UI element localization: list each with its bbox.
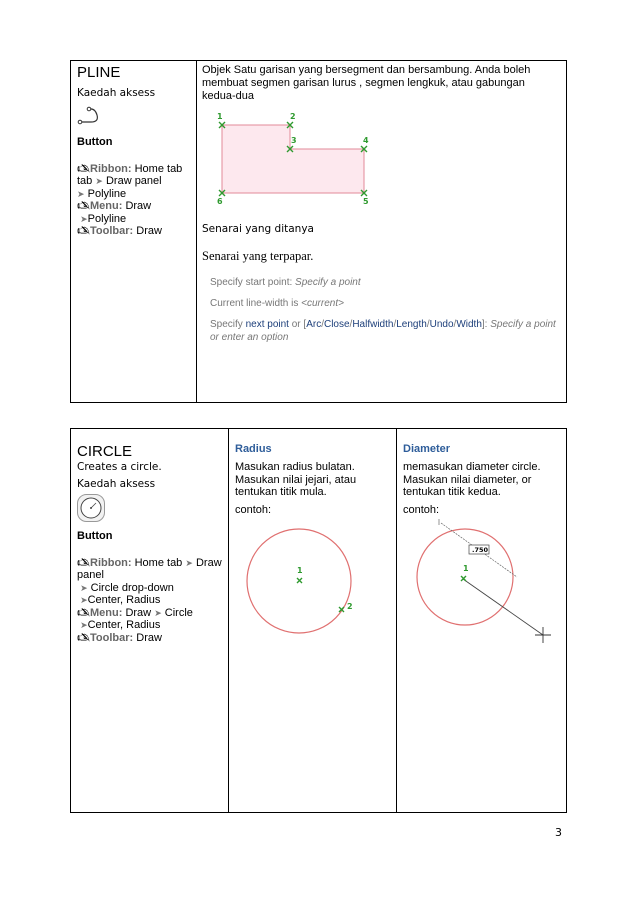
pline-description: Objek Satu garisan yang bersegment dan bersambung. Anda boleh membuat segmen garisan lurus , segmen lengkuk, atau gabungan kedua-dua	[202, 64, 531, 102]
radius-circle-figure	[235, 519, 375, 644]
pline-access-label: Kaedah aksess	[77, 87, 156, 99]
arrow-icon: ➤	[185, 557, 193, 568]
pline-toolbar-line	[77, 225, 196, 238]
ribbon-icon: 🖎	[77, 556, 91, 569]
circle-table	[70, 428, 567, 813]
cmd-line-1	[202, 276, 560, 289]
diameter-center-marker	[461, 576, 466, 581]
cmd3-mid: or [	[291, 319, 307, 330]
arrow-icon: ➤	[80, 595, 88, 605]
cmd1-italic: Specify a point	[295, 277, 361, 288]
diameter-text: memasukan diameter circle. Masukan nilai diameter, or tentukan titik kedua.	[403, 461, 541, 498]
toolbar-icon: 🖎	[77, 225, 91, 237]
diameter-cell	[397, 429, 566, 812]
pline-command-icon[interactable]	[77, 104, 103, 126]
arrow-icon: ➤	[154, 607, 162, 618]
point-label-2: 2	[290, 112, 296, 121]
ribbon-label: Ribbon:	[90, 162, 132, 175]
cmd1-plain: Specify start point:	[210, 277, 293, 288]
opt-undo: Undo	[429, 319, 454, 330]
radius-text: Masukan radius bulatan. Masukan nilai jejari, atau tentukan titik mula.	[235, 461, 357, 498]
circle-access-label: Kaedah aksess	[77, 478, 156, 490]
pline-button-label: Button	[77, 136, 113, 148]
cmd3-italic: Specify a point or enter an option	[210, 319, 556, 343]
pline-title: PLINE	[77, 64, 121, 81]
cmd2-italic: <current>	[301, 298, 344, 309]
menu-path-0: Polyline	[87, 212, 127, 225]
arrow-icon: ➤	[80, 620, 88, 630]
ribbon-path-2: Center, Radius	[87, 594, 161, 606]
toolbar-text: Draw	[136, 631, 162, 644]
point-label-6: 6	[217, 197, 223, 205]
ribbon-text: Home tab	[134, 162, 183, 175]
ribbon-label: Ribbon:	[90, 556, 132, 569]
opt-close: Close	[323, 319, 350, 330]
ribbon-path-0: Draw panel	[77, 556, 222, 581]
menu-path-0: Circle	[164, 606, 193, 619]
ribbon-icon: 🖎	[77, 162, 91, 175]
ribbon-path-0: Draw panel	[105, 175, 162, 187]
cmd3-post: ]:	[481, 319, 488, 330]
circle-title: CIRCLE	[77, 443, 133, 460]
diameter-example-label: contoh:	[403, 503, 440, 516]
menu-text: Draw	[125, 606, 152, 619]
diameter-heading: Diameter	[403, 443, 451, 455]
menu-icon: 🖎	[77, 606, 91, 619]
point-label-3: 3	[291, 136, 297, 145]
point-label-4: 4	[363, 136, 369, 145]
radius-example-label: contoh:	[235, 503, 272, 516]
pline-right-cell	[197, 61, 566, 402]
circle-left-cell	[71, 429, 228, 812]
cmd-line-3: Specify next point or [Arc/Close/Halfwidth/Length/Undo/Width]: Specify a point or enter an option	[210, 319, 556, 343]
page-number: 3	[555, 826, 562, 839]
point-label-1: 1	[217, 112, 223, 121]
opt-arc: Arc	[306, 319, 322, 330]
radius-cell	[229, 429, 396, 812]
menu-text: Draw	[125, 200, 152, 212]
point-label-5: 5	[363, 197, 369, 205]
opt-width: Width	[456, 319, 482, 330]
opt-length: Length	[396, 319, 427, 330]
menu-label: Menu:	[90, 606, 123, 619]
circle-command-icon[interactable]	[77, 494, 105, 522]
menu-icon: 🖎	[77, 200, 91, 212]
opt-halfwidth: Halfwidth	[352, 319, 394, 330]
diameter-label-1: 1	[463, 564, 469, 573]
diameter-value-label: .750	[472, 546, 489, 554]
menu-path-1: Center, Radius	[87, 619, 161, 631]
ribbon-path-1: Circle drop-down	[90, 581, 174, 594]
arrow-icon: ➤	[80, 582, 88, 593]
pline-left-cell	[71, 61, 196, 402]
pline-list-shown: Senarai yang terpapar.	[202, 249, 314, 263]
pline-table	[70, 60, 567, 403]
circle-toolbar-line	[77, 632, 228, 645]
cmd-line-2	[202, 297, 560, 310]
pline-ribbon-line	[77, 163, 196, 201]
pline-polyline-figure	[206, 109, 376, 205]
cmd3-next-point: next point	[245, 319, 289, 330]
circle-ribbon-line	[77, 557, 228, 607]
toolbar-label: Toolbar:	[90, 631, 134, 644]
arrow-icon: ➤	[77, 188, 85, 199]
ribbon-text: Home tab	[134, 556, 183, 569]
radius-heading: Radius	[235, 443, 272, 455]
cmd3-pre: Specify	[210, 319, 243, 330]
arrow-icon: ➤	[95, 176, 103, 186]
circle-subtitle: Creates a circle.	[77, 461, 162, 473]
ribbon-path-1: Polyline	[87, 187, 127, 200]
diameter-circle-figure	[403, 511, 563, 651]
pline-list-asked: Senarai yang ditanya	[202, 223, 314, 235]
cmd2-plain: Current line-width is	[210, 298, 299, 309]
circle-button-label: Button	[77, 530, 113, 542]
circle-menu-line	[77, 607, 228, 632]
ribbon-path-prefix: tab	[77, 175, 96, 187]
toolbar-label: Toolbar:	[90, 225, 134, 237]
center-marker	[297, 578, 302, 583]
radius-label-2: 2	[347, 602, 353, 611]
toolbar-text: Draw	[136, 225, 162, 237]
menu-label: Menu:	[90, 200, 123, 212]
radius-label-1: 1	[297, 566, 303, 575]
arrow-icon: ➤	[80, 213, 88, 224]
pline-menu-line	[77, 200, 196, 225]
toolbar-icon: 🖎	[77, 631, 91, 644]
